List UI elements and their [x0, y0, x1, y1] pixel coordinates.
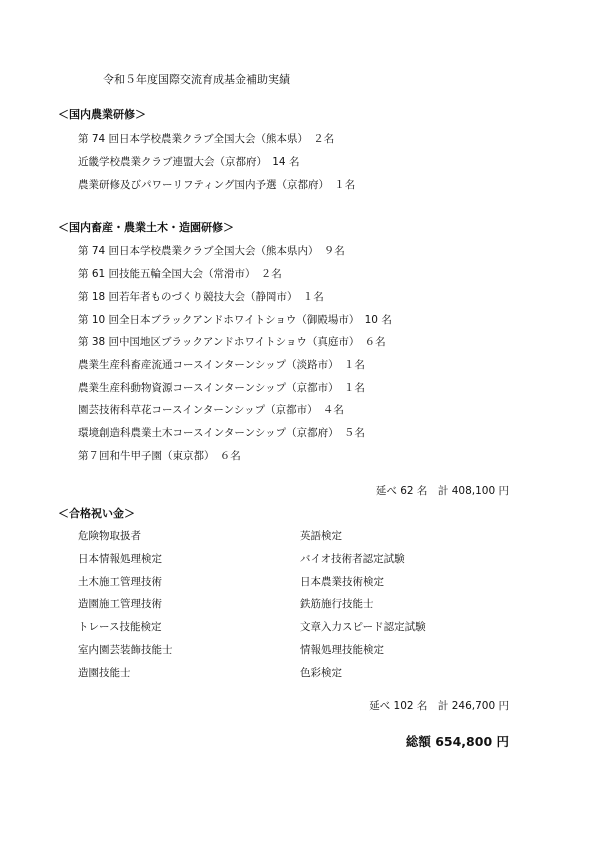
list-item: 危険物取扱者	[78, 530, 141, 542]
list-item: 情報処理技能検定	[300, 644, 384, 656]
list-item: トレース技能検定	[78, 621, 162, 633]
list-item: 農業生産科動物資源コースインターンシップ（京都市） １名	[78, 382, 365, 394]
list-item: 造園技能士	[78, 667, 131, 679]
list-item: 土木施工管理技術	[78, 576, 162, 588]
list-item: 室内園芸装飾技能士	[78, 644, 173, 656]
list-item: 近畿学校農業クラブ連盟大会（京都府） 14 名	[78, 156, 300, 168]
section-subtotal: 延べ 102 名 計 246,700 円	[369, 700, 509, 712]
section-heading-pass-bonus: ＜合格祝い金＞	[58, 507, 135, 520]
list-item: 文章入力スピード認定試験	[300, 621, 426, 633]
list-item: バイオ技術者認定試験	[300, 553, 405, 565]
list-item: 鉄筋施行技能士	[300, 598, 374, 610]
section-heading-livestock-civil-landscape: ＜国内畜産・農業土木・造園研修＞	[58, 221, 234, 234]
grand-total: 総額 654,800 円	[405, 734, 509, 749]
list-item: 造園施工管理技術	[78, 598, 162, 610]
list-item: 第 38 回中国地区ブラックアンドホワイトショウ（真庭市） ６名	[78, 336, 386, 348]
section-subtotal: 延べ 62 名 計 408,100 円	[375, 485, 509, 497]
list-item: 環境創造科農業土木コースインターンシップ（京都府） ５名	[78, 427, 365, 439]
list-item: 第 74 回日本学校農業クラブ全国大会（熊本県内） ９名	[78, 245, 345, 257]
list-item: 園芸技術科草花コースインターンシップ（京都市） ４名	[78, 404, 344, 416]
list-item: 第 10 回全日本ブラックアンドホワイトショウ（御殿場市） 10 名	[78, 314, 392, 326]
list-item: 第 74 回日本学校農業クラブ全国大会（熊本県） ２名	[78, 133, 335, 145]
list-item: 日本情報処理検定	[78, 553, 162, 565]
section-heading-domestic-agriculture: ＜国内農業研修＞	[58, 108, 146, 121]
list-item: 第 18 回若年者ものづくり競技大会（静岡市） １名	[78, 291, 324, 303]
list-item: 英語検定	[300, 530, 342, 542]
list-item: 第 61 回技能五輪全国大会（常滑市） ２名	[78, 268, 282, 280]
list-item: 日本農業技術検定	[300, 576, 384, 588]
document-title: 令和５年度国際交流育成基金補助実績	[103, 73, 290, 86]
list-item: 農業研修及びパワーリフティング国内予選（京都府） １名	[78, 179, 356, 191]
list-item: 農業生産科畜産流通コースインターンシップ（淡路市） １名	[78, 359, 365, 371]
list-item: 色彩検定	[300, 667, 342, 679]
list-item: 第７回和牛甲子園（東京都） ６名	[78, 450, 241, 462]
